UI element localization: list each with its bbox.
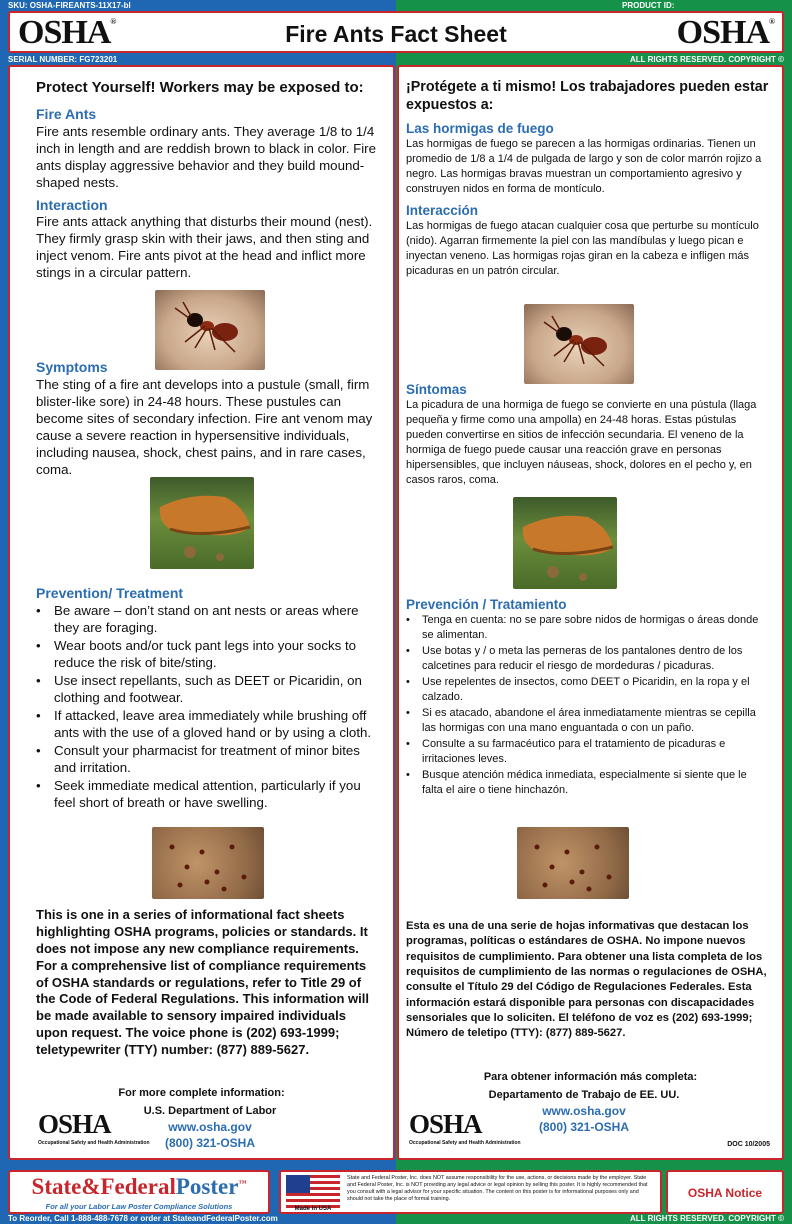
list-item: • Use botas y / o meta las perneras de los pantalones dentro de los calcetines para reducir el riesgo de mordeduras / picaduras. [406,644,770,674]
phone-number: (800) 321-OSHA [164,1136,256,1150]
list-item: • Be aware – don’t stand on ant nests or areas where they are foraging. [36,602,381,636]
section-title-symptoms: Symptoms [36,359,108,375]
section-title-interaction: Interaction [36,196,108,213]
disclaimer-note-es: Esta es una de una serie de hojas informativas que destacan los programas, políticas o estándares de OSHA. No impone nuevos requisitos de cumplimiento. Para obtener una lista completa de los requisitos de cumplimiento de las normas o regulaciones de OSHA, consulte el Título 29 del Código de Regulaciones Federales. Esta información estará disponible para personas con discapacidades sensoriales que lo soliciten. El teléfono de voz es (202) 693-1999; Número de teletipo (TTY): (877) 889-5627. [406,920,767,1040]
department-name: U.S. Department of Labor [143,1105,277,1117]
section-title-prevention: Prevention/ Treatment [36,585,184,601]
section-title-prevencion: Prevención / Tratamiento [406,597,567,612]
prevention-list-es [406,613,770,797]
section-title-interaccion: Interacción [406,202,479,218]
fire-ant-photo-es [524,304,634,384]
prevention-list [36,602,381,811]
list-item: • Consult your pharmacist for treatment of minor bites and irritation. [36,742,381,776]
sku-label: SKU: OSHA-FIREANTS-11X17-bl [8,1,131,10]
boot-on-ant-nest-photo [150,477,254,569]
notice-box [666,1170,784,1214]
legal-disclaimer-text: State and Federal Poster, Inc. does NOT assume responsibility for the use, actions, or decisions made by the employer. State and Federal Poster, Inc. is NOT providing any legal advice or legal opinion by selling this poster. It is highly recommended that you consult with a legal advisor for your specific situation. The content on this poster is for informational purposes only and should not take the place of formal training. [347,1175,648,1203]
brand-name: State&FederalPoster™ [31,1174,247,1199]
footer-bar [8,1170,784,1214]
osha-small-logo: OSHA Occupational Safety and Health Administration [38,1109,150,1146]
section-title-fire-ants: Fire Ants [36,105,97,122]
osha-logo-right: OSHA® [676,14,774,51]
list-item: • Busque atención médica inmediata, especialmente si siente que le falta el aire o tiene hinchazón. [406,768,770,798]
phone-number-es: (800) 321-OSHA [538,1120,630,1134]
english-panel [8,65,395,1160]
legal-disclaimer-box [279,1170,662,1214]
website-link-es[interactable]: www.osha.gov [542,1104,626,1118]
osha-small-logo-es: OSHA Occupational Safety and Health Administration [409,1109,521,1146]
list-item: • Tenga en cuenta: no se pare sobre nidos de hormigas o áreas donde se alimentan. [406,613,770,643]
contact-block [110,1105,310,1150]
copyright-bottom: ALL RIGHTS RESERVED. COPYRIGHT © [629,1214,784,1223]
ant-swarm-photo-es [517,827,629,899]
brand-box [8,1170,270,1214]
section-body-interaccion: Las hormigas de fuego atacan cualquier cosa que perturbe su montículo (nido). Agarran firmemente la piel con las mandíbulas y luego pican e inyectan veneno. Las hormigas rojas giran en la cabeza e infligen más picaduras en un patrón circular. [406,219,759,277]
section-title-sintomas: Síntomas [406,382,467,397]
osha-logo-left: OSHA® [18,14,116,51]
made-in-usa-label: Made in USA [294,1206,332,1212]
section-body-fire-ants: Fire ants resemble ordinary ants. They average 1/8 to 1/4 inch in length and are reddish brown to black in color. Fire ants display aggressive behavior and they build mound-shaped nests. [36,123,376,190]
copyright-top: ALL RIGHTS RESERVED. COPYRIGHT © [629,55,784,64]
spanish-panel [397,65,784,1160]
list-item: • Use repelentes de insectos, como DEET o Picaridin, en la ropa y el calzado. [406,675,770,705]
list-item: • Seek immediate medical attention, particularly if you feel short of breath or have swelling. [36,777,381,811]
doc-number: DOC 10/2005 [727,1141,770,1148]
list-item: • If attacked, leave area immediately while brushing off ants with the use of a gloved hand or by using a cloth. [36,707,381,741]
section-title-hormigas: Las hormigas de fuego [406,120,554,136]
disclaimer-note: This is one in a series of informational fact sheets highlighting OSHA programs, policies or standards. It does not impose any new compliance requirements. For a comprehensive list of compliance requirements of OSHA standards or regulations, refer to Title 29 of the Code of Federal Regulations. This information will be made available to sensory impaired individuals upon request. The voice phone is (202) 693-1999; teletypewriter (TTY) number: (877) 889-5627. [36,907,369,1058]
serial-number: SERIAL NUMBER: FG723201 [8,55,118,64]
reorder-info: To Reorder, Call 1-888-488-7678 or order at StateandFederalPoster.com [8,1214,278,1223]
page-title: Fire Ants Fact Sheet [285,21,507,47]
website-link[interactable]: www.osha.gov [168,1120,252,1134]
contact-block-es [469,1089,699,1134]
list-item: • Wear boots and/or tuck pant legs into your socks to reduce the risk of bite/sting. [36,637,381,671]
osha-notice-label: OSHA Notice [687,1186,763,1200]
lead-heading-es: ¡Protégete a ti mismo! Los trabajadores pueden estar expuestos a: [406,79,769,113]
list-item: • Si es atacado, abandone el área inmediatamente mientras se cepilla las hormigas con una mano enguantada o con un paño. [406,706,770,736]
section-body-symptoms: The sting of a fire ant develops into a pustule (small, firm blister-like sore) in 24-48 hours. These pustules can become sites of secondary infection. Fire ant venom may cause a severe reaction in hypersensitive individuals, including nausea, shock, chest pains, and in rare cases, coma. [36,376,373,477]
boot-on-ant-nest-photo-es [513,497,617,589]
more-info-heading: For more complete information: [118,1087,285,1099]
list-item: • Consulte a su farmacéutico para el tratamiento de picaduras e irritaciones leves. [406,737,770,767]
lead-heading: Protect Yourself! Workers may be exposed to: [36,79,364,96]
header-bar [8,11,784,53]
more-info-heading-es: Para obtener información más completa: [483,1071,698,1083]
ant-swarm-photo [152,827,264,899]
department-name-es: Departamento de Trabajo de EE. UU. [488,1089,680,1101]
brand-tagline: For all your Labor Law Poster Compliance Solutions [45,1202,233,1211]
section-body-sintomas: La picadura de una hormiga de fuego se convierte en una pústula (llaga pequeña y firme como una ampolla) en 24-48 horas. Estas pústulas pueden convertirse en sitios de infección secundaria. El veneno de la hormiga de fuego puede causar una reacción grave en personas hipersensibles, que incluyen náuseas, shock, dolores en el pecho y, en casos raros, coma. [406,399,757,486]
product-id-label: PRODUCT ID: [622,1,675,10]
section-body-interaction: Fire ants attack anything that disturbs their mound (nest). They firmly grasp skin with their jaws, and then sting and inject venom. Fire ants pivot at the head and inflict more stings in a circular pattern. [36,214,373,281]
list-item: • Use insect repellants, such as DEET or Picaridin, on clothing and footwear. [36,672,381,706]
section-body-hormigas: Las hormigas de fuego se parecen a las hormigas ordinarias. Tienen un promedio de 1/8 a 1/4 de pulgada de largo y son de color marrón rojizo a negro. Las hormigas bravas muestran un comportamiento agresivo y construyen nidos en forma de montículo. [406,137,762,195]
